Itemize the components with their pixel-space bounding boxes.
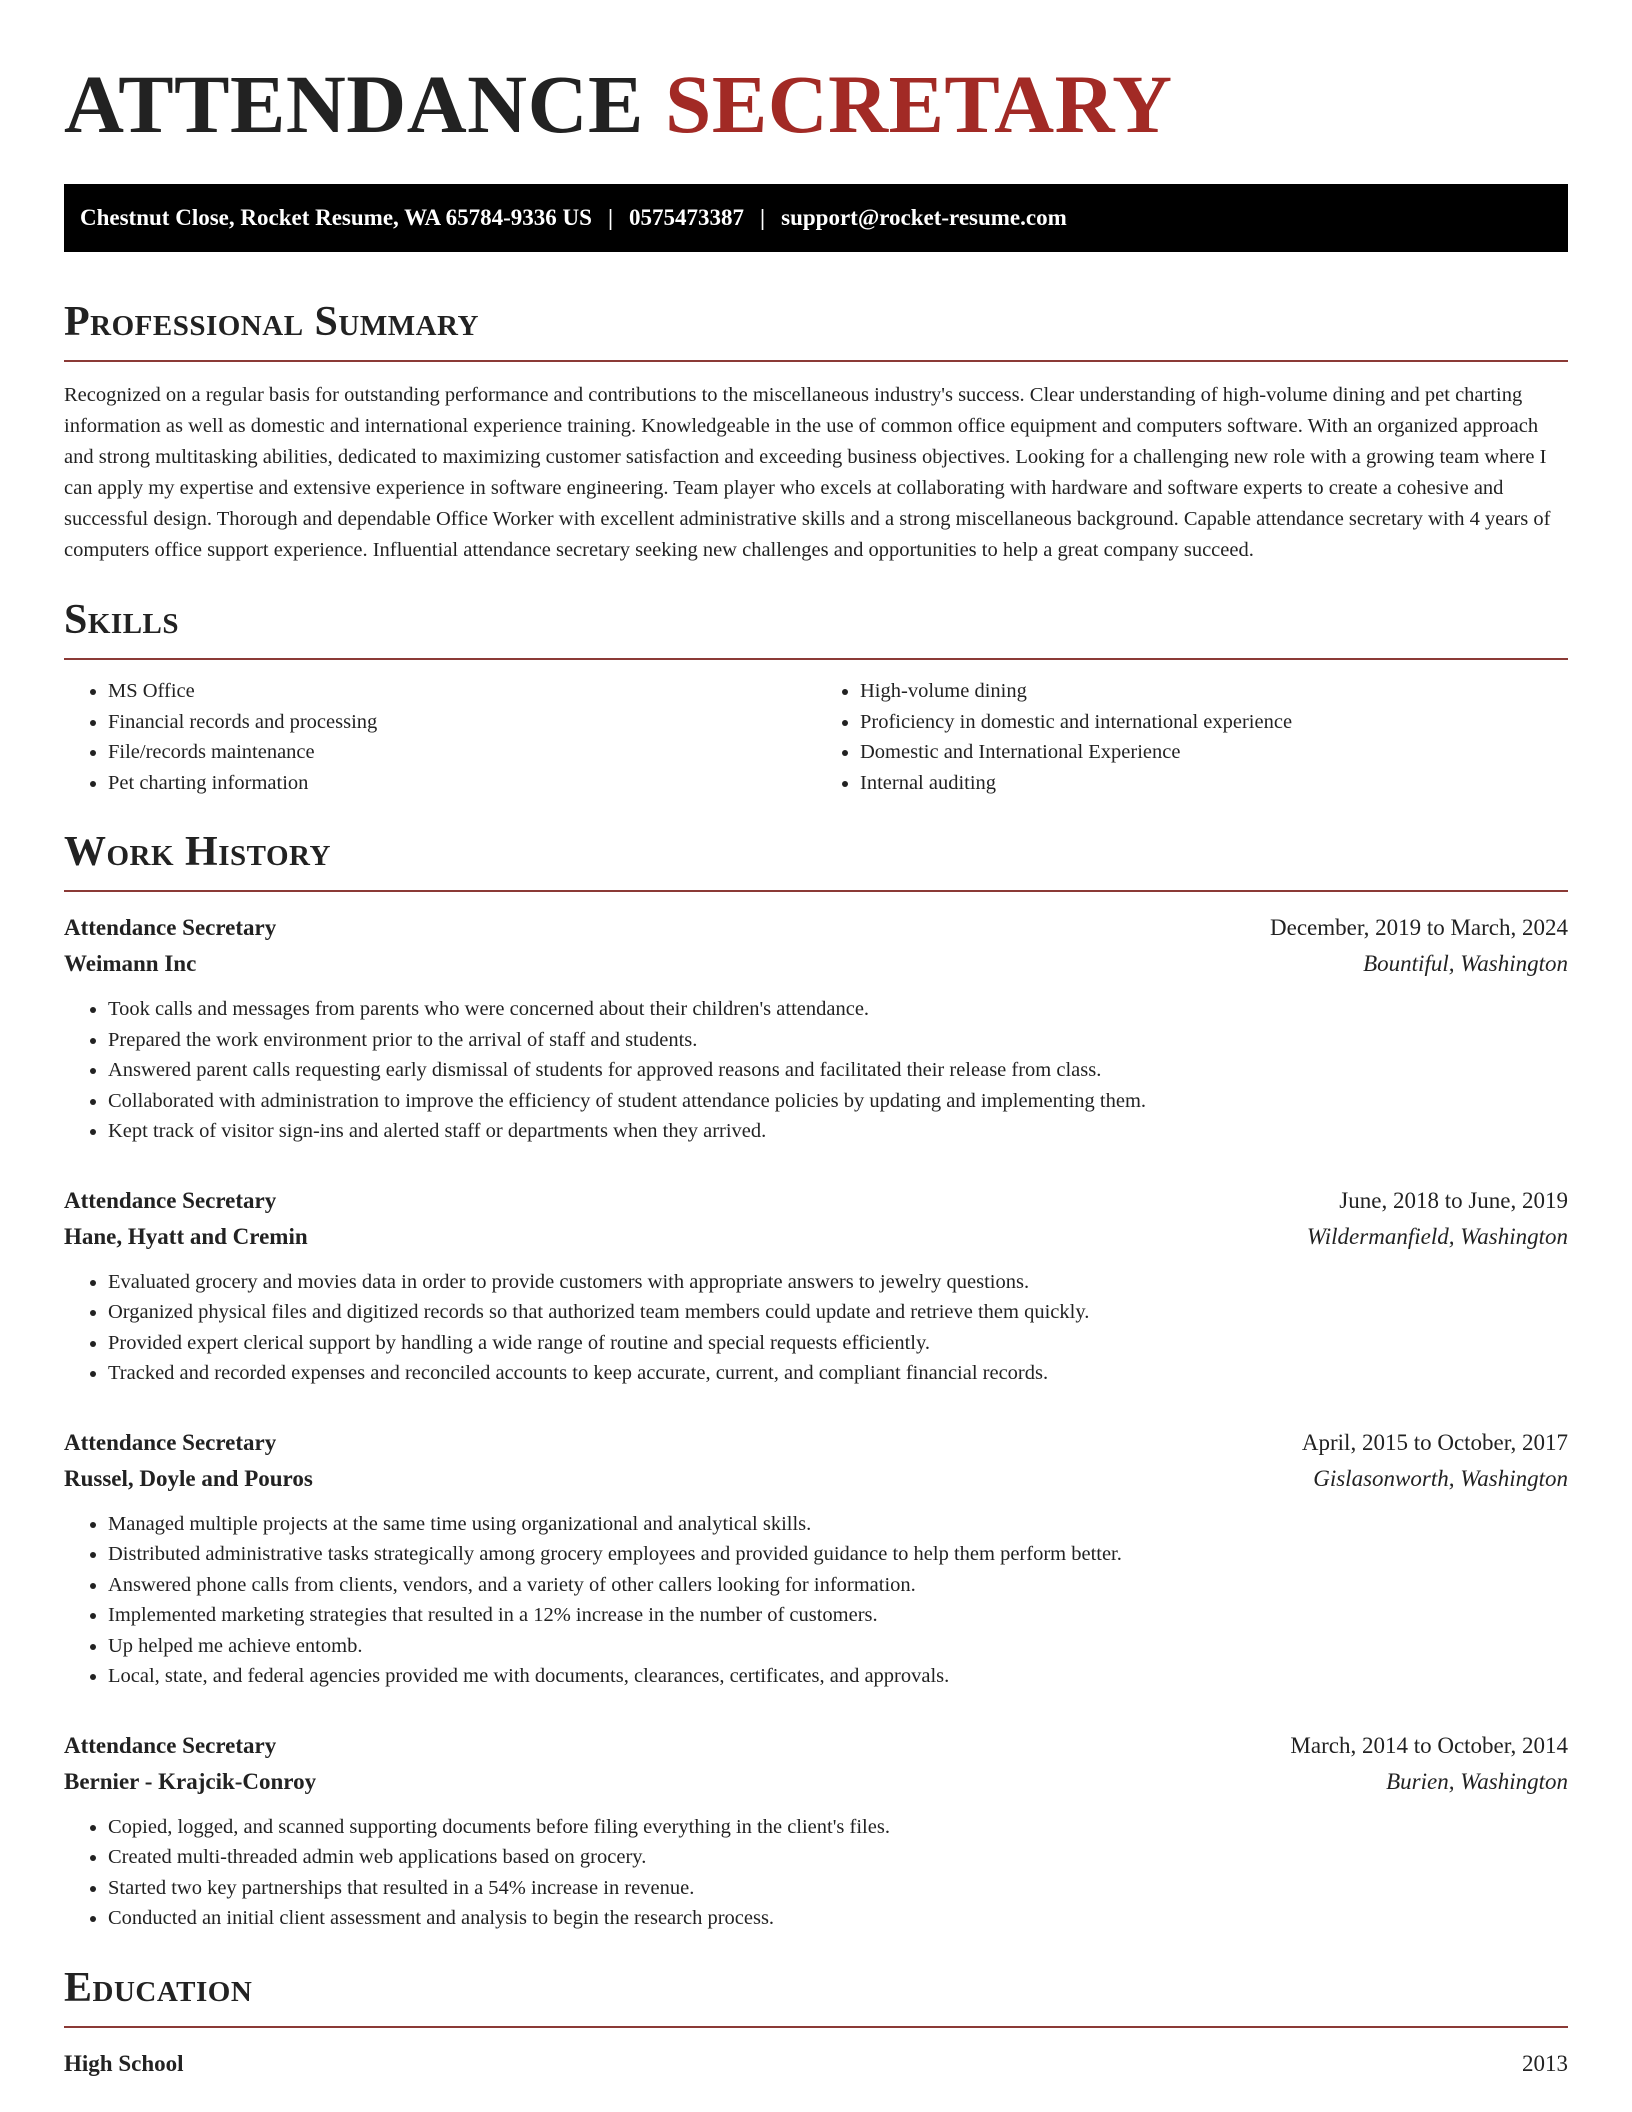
education-entry [64, 2046, 1568, 2082]
summary-text: Recognized on a regular basis for outstanding performance and contributions to the miscellaneous industry's success. Clear understanding of high-volume dining and pet charting information as well as domestic and international experience training. Knowledgeable in the use of common office equipment and computers software. With an organized approach and strong multitasking abilities, dedicated to maximizing customer satisfaction and exceeding business objectives. Looking for a challenging new role with a growing team where I can apply my expertise and extensive experience in software engineering. Team player who excels at collaborating with hardware and software experts to create a cohesive and successful design. Thorough and dependable Office Worker with excellent administrative skills and a strong miscellaneous background. Capable attendance secretary with 4 years of computers office support experience. Influential attendance secretary seeking new challenges and opportunities to help a great company succeed. [64, 384, 1551, 561]
job-header-row [64, 1183, 1568, 1219]
job-title: Attendance Secretary [64, 1187, 277, 1213]
job-title: Attendance Secretary [64, 1732, 277, 1758]
job-bullet: • Evaluated grocery and movies data in order to provide customers with appropriate answers to jewelry questions. [108, 1267, 1568, 1298]
education-year: 2013 [1522, 2050, 1568, 2076]
job-header-row [64, 1425, 1568, 1461]
job-bullets [64, 1509, 1568, 1692]
job-bullet: • Conducted an initial client assessment and analysis to begin the research process. [108, 1903, 1568, 1934]
skill-item: • Internal auditing [860, 768, 1568, 799]
education-degree: High School [64, 2050, 184, 2076]
job-location: Wildermanfield, Washington [1306, 1223, 1568, 1249]
job-bullet: • Implemented marketing strategies that resulted in a 12% increase in the number of customers. [108, 1600, 1568, 1631]
skills-list-left [64, 676, 816, 798]
job-title: Attendance Secretary [64, 915, 277, 940]
job-bullet: • Managed multiple projects at the same time using organizational and analytical skills. [108, 1509, 1568, 1540]
skill-item: • High-volume dining [860, 676, 1568, 707]
job-bullet: • Created multi-threaded admin web applications based on grocery. [108, 1842, 1568, 1873]
contact-separator: | [760, 205, 766, 230]
job-bullets [64, 1267, 1568, 1389]
job-bullet: • Tracked and recorded expenses and reconciled accounts to keep accurate, current, and compliant financial records. [108, 1358, 1568, 1389]
skill-item: • File/records maintenance [108, 737, 816, 768]
contact-email: support@rocket-resume.com [781, 205, 1067, 230]
name-last: SECRETARY [665, 58, 1173, 150]
skills-list-right [816, 676, 1568, 798]
job-dates: March, 2014 to October, 2014 [1290, 1732, 1568, 1758]
job-location: Burien, Washington [1386, 1768, 1568, 1794]
job-entry [64, 1425, 1568, 1692]
job-bullet: • Kept track of visitor sign-ins and alerted staff or departments when they arrived. [108, 1116, 1568, 1147]
job-entry [64, 910, 1568, 1147]
summary-heading: Professional Summary [64, 298, 1568, 362]
job-company: Hane, Hyatt and Cremin [64, 1223, 308, 1249]
work-history-heading: Work History [64, 828, 1568, 892]
skill-item: • Domestic and International Experience [860, 737, 1568, 768]
job-location: Bountiful, Washington [1363, 951, 1568, 976]
job-header-row [64, 1728, 1568, 1764]
skill-item: • Pet charting information [108, 768, 816, 799]
work-history-section [64, 828, 1568, 1934]
education-section [64, 1964, 1568, 2082]
job-bullets [64, 994, 1568, 1147]
job-bullet: • Prepared the work environment prior to the arrival of staff and students. [108, 1025, 1568, 1056]
job-bullet: • Up helped me achieve entomb. [108, 1631, 1568, 1662]
contact-separator: | [607, 205, 614, 230]
job-bullet: • Answered parent calls requesting early dismissal of students for approved reasons and facilitated their release from class. [108, 1055, 1568, 1086]
skill-item: • Proficiency in domestic and international experience [860, 707, 1568, 738]
contact-phone: 0575473387 [629, 205, 745, 230]
job-location: Gislasonworth, Washington [1313, 1465, 1568, 1491]
job-company: Bernier - Krajcik-Conroy [64, 1768, 317, 1794]
job-bullet: • Started two key partnerships that resulted in a 54% increase in revenue. [108, 1873, 1568, 1904]
resume-name [64, 0, 1568, 150]
summary-section [64, 298, 1568, 566]
job-entry [64, 1728, 1568, 1934]
job-dates: June, 2018 to June, 2019 [1339, 1187, 1568, 1213]
job-company-row [64, 1219, 1568, 1255]
skills-grid [64, 676, 1568, 798]
job-bullet: • Organized physical files and digitized records so that authorized team members could update and retrieve them quickly. [108, 1297, 1568, 1328]
job-bullet: • Took calls and messages from parents who were concerned about their children's attendance. [108, 994, 1568, 1025]
job-bullet: • Provided expert clerical support by handling a wide range of routine and special requests efficiently. [108, 1328, 1568, 1359]
job-bullet: • Distributed administrative tasks strategically among grocery employees and provided guidance to help them perform better. [108, 1539, 1568, 1570]
job-bullets [64, 1812, 1568, 1934]
job-company-row [64, 1461, 1568, 1497]
job-company-row [64, 946, 1568, 982]
skill-item: • Financial records and processing [108, 707, 816, 738]
job-dates: December, 2019 to March, 2024 [1270, 915, 1568, 940]
contact-bar [64, 184, 1568, 252]
job-title: Attendance Secretary [64, 1429, 277, 1455]
job-company-row [64, 1764, 1568, 1800]
education-heading: Education [64, 1964, 1568, 2028]
job-bullet: • Answered phone calls from clients, vendors, and a variety of other callers looking for information. [108, 1570, 1568, 1601]
job-bullet: • Collaborated with administration to improve the efficiency of student attendance policies by updating and implementing them. [108, 1086, 1568, 1117]
job-bullet: • Local, state, and federal agencies provided me with documents, clearances, certificates, and approvals. [108, 1661, 1568, 1692]
skill-item: • MS Office [108, 676, 816, 707]
contact-address: Chestnut Close, Rocket Resume, WA 65784-9336 US [80, 205, 592, 230]
job-bullet: • Copied, logged, and scanned supporting documents before filing everything in the client's files. [108, 1812, 1568, 1843]
skills-heading: Skills [64, 596, 1568, 660]
job-header-row [64, 910, 1568, 946]
job-company: Russel, Doyle and Pouros [64, 1465, 313, 1491]
job-dates: April, 2015 to October, 2017 [1301, 1429, 1568, 1455]
name-first: ATTENDANCE [64, 58, 644, 150]
skills-section [64, 596, 1568, 798]
job-entry [64, 1183, 1568, 1389]
job-company: Weimann Inc [64, 951, 197, 976]
